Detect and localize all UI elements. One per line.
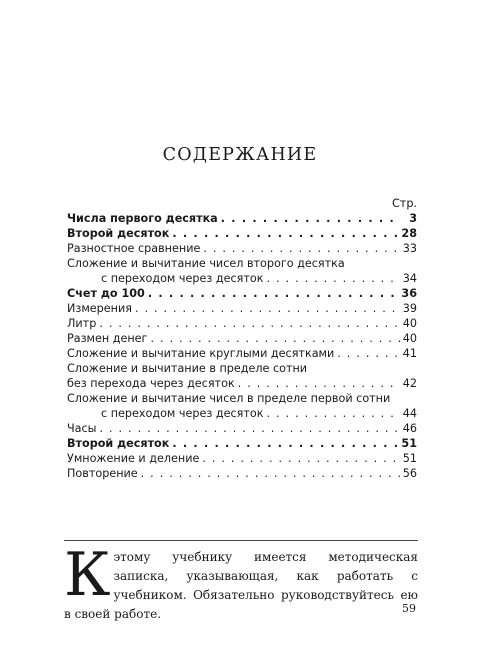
- toc-entry-label-line1: Сложение и вычитание чисел в пределе первой сотни: [67, 392, 391, 405]
- leader-dots: [141, 466, 400, 481]
- toc-entry[interactable]: [67, 466, 417, 481]
- leader-dots: [172, 436, 398, 451]
- page-column-header: Стр.: [392, 197, 417, 210]
- page-number: 59: [402, 602, 416, 615]
- toc-entry-page: 3: [409, 212, 417, 225]
- toc-entry-label: Размен денег: [67, 332, 148, 345]
- note-text: этому учебнику имеется методическая записка, указывающая, как работать с учебником. Обязательно руководствуйтесь ею в своей работе.: [64, 550, 418, 621]
- toc-entry[interactable]: [67, 451, 417, 466]
- toc-entry[interactable]: [67, 286, 417, 301]
- toc-entry-page: 34: [402, 272, 417, 285]
- leader-dots: [337, 346, 399, 361]
- toc-entry-label: с переходом через десяток: [101, 407, 264, 420]
- toc-entry[interactable]: [67, 271, 417, 286]
- page-title: СОДЕРЖАНИЕ: [162, 145, 318, 165]
- toc-entry-label: Умножение и деление: [67, 452, 200, 465]
- toc-entry-label-line1: Сложение и вычитание в пределе сотни: [67, 362, 308, 375]
- toc-entry[interactable]: [67, 301, 417, 316]
- toc-entry-page: 40: [402, 317, 417, 330]
- toc-entry-label: Часы: [67, 422, 97, 435]
- leader-dots: [150, 331, 399, 346]
- toc-entry-page: 44: [402, 407, 417, 420]
- toc-entry-label: Второй десяток: [67, 437, 170, 450]
- toc-entry[interactable]: [67, 241, 417, 256]
- toc-entry-label: с переходом через десяток: [101, 272, 264, 285]
- toc-entry-page: 46: [402, 422, 417, 435]
- toc-entry-page: 36: [401, 287, 417, 300]
- toc-entry-page: 41: [402, 347, 417, 360]
- toc-entry-label: Счет до 100: [67, 287, 145, 300]
- leader-dots: [172, 226, 398, 241]
- toc-entry[interactable]: [67, 376, 417, 391]
- separator-rule: [64, 540, 418, 541]
- toc-entry[interactable]: [67, 211, 417, 226]
- drop-cap: К: [64, 540, 111, 610]
- toc-entry-label: Измерения: [67, 302, 132, 315]
- toc-entry[interactable]: [67, 226, 417, 241]
- leader-dots: [221, 211, 400, 226]
- toc-entry[interactable]: [67, 316, 417, 331]
- toc-entry-page: 42: [402, 377, 417, 390]
- leader-dots: [100, 421, 400, 436]
- leader-dots: [202, 451, 399, 466]
- table-of-contents: [67, 196, 417, 481]
- leader-dots: [148, 286, 399, 301]
- toc-entry[interactable]: [67, 346, 417, 361]
- leader-dots: [267, 271, 400, 286]
- toc-entry-page: 40: [402, 332, 417, 345]
- toc-entry-page: 51: [402, 452, 417, 465]
- toc-entry-label: Сложение и вычитание круглыми десятками: [67, 347, 335, 360]
- leader-dots: [135, 301, 400, 316]
- toc-entry-page: 56: [402, 467, 417, 480]
- toc-entry-label: Литр: [67, 317, 97, 330]
- toc-entry-page: 28: [401, 227, 417, 240]
- leader-dots: [203, 241, 399, 256]
- leader-dots: [238, 376, 400, 391]
- leader-dots: [267, 406, 400, 421]
- toc-entry-label: без перехода через десяток: [67, 377, 235, 390]
- toc-entry-label: Повторение: [67, 467, 138, 480]
- toc-entry[interactable]: [67, 331, 417, 346]
- toc-entry-page: 51: [401, 437, 417, 450]
- toc-entry[interactable]: [67, 406, 417, 421]
- methodical-note: [64, 540, 418, 624]
- leader-dots: [99, 316, 399, 331]
- toc-entry-label-line1: Сложение и вычитание чисел второго десятка: [67, 257, 345, 270]
- toc-entry[interactable]: [67, 421, 417, 436]
- toc-entry-label: Числа первого десятка: [67, 212, 218, 225]
- toc-entry[interactable]: [67, 436, 417, 451]
- toc-entry-label: Разностное сравнение: [67, 242, 201, 255]
- toc-entry-page: 39: [402, 302, 417, 315]
- toc-entry-label: Второй десяток: [67, 227, 170, 240]
- toc-entry-page: 33: [402, 242, 417, 255]
